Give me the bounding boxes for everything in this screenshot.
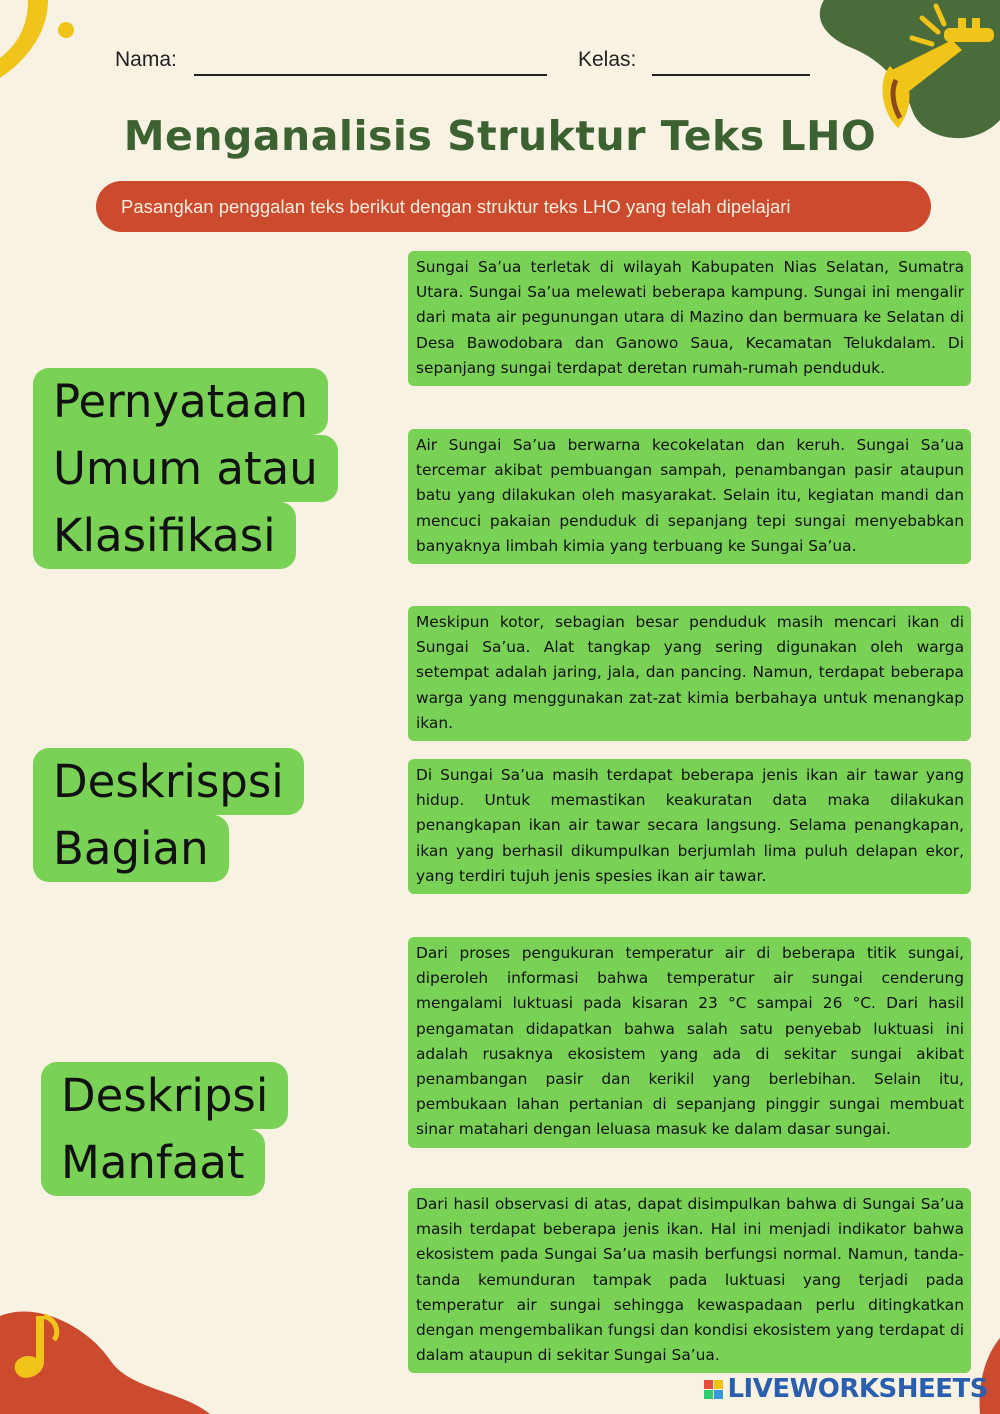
- instruction-banner: [96, 181, 931, 232]
- label-line: Deskrispsi: [33, 748, 304, 815]
- label-pernyataan-umum[interactable]: [33, 368, 338, 569]
- kelas-label: Kelas:: [578, 48, 637, 71]
- text-fragment-3[interactable]: Meskipun kotor, sebagian besar penduduk masih mencari ikan di Sungai Sa’ua. Alat tangkap yang sering digunakan oleh warga setempat adalah jaring, jala, dan pancing. Namun, terdapat beberapa warga yang menggunakan zat-zat kimia berbahaya untuk menangkap ikan.: [408, 606, 971, 741]
- nama-label: Nama:: [115, 48, 177, 71]
- text-fragment-2[interactable]: Air Sungai Sa’ua berwarna kecokelatan dan keruh. Sungai Sa’ua tercemar akibat pembuangan sampah, penambangan pasir ataupun batu yang dilakukan oleh masyarakat. Selain itu, kegiatan mandi dan mencuci pakaian penduduk di sepanjang tepi sungai menyebabkan banyaknya limbah kimia yang terbuang ke Sungai Sa’ua.: [408, 429, 971, 564]
- liveworksheets-logo-icon: [704, 1380, 723, 1399]
- liveworksheets-watermark: [704, 1374, 988, 1404]
- label-deskripsi-manfaat[interactable]: [41, 1062, 288, 1196]
- label-line: Bagian: [33, 815, 229, 882]
- text-fragment-4[interactable]: Di Sungai Sa’ua masih terdapat beberapa jenis ikan air tawar yang hidup. Untuk memastikan keakuratan data maka dilakukan penangkapan ikan air tawar secara langsung. Selama penangkapan, ikan yang berhasil dikumpulkan berjumlah lima puluh delapan ekor, yang terdiri tujuh jenis spesies ikan air tawar.: [408, 759, 971, 894]
- page-title: Menganalisis Struktur Teks LHO: [123, 112, 877, 160]
- watermark-text: LIVEWORKSHEETS: [727, 1374, 988, 1404]
- top-left-music-decoration: [0, 0, 90, 80]
- label-line: Deskripsi: [41, 1062, 288, 1129]
- label-line: Pernyataan: [33, 368, 328, 435]
- label-line: Manfaat: [41, 1129, 265, 1196]
- instruction-text: Pasangkan penggalan teks berikut dengan struktur teks LHO yang telah dipelajari: [121, 195, 791, 217]
- kelas-input-line[interactable]: [652, 74, 810, 76]
- text-fragment-1[interactable]: Sungai Sa’ua terletak di wilayah Kabupaten Nias Selatan, Sumatra Utara. Sungai Sa’ua melewati beberapa kampung. Sungai ini mengalir dari mata air pegunungan utara di Mazino dan bermuara ke Selatan di Desa Bawodobara dan Ganowo Saua, Kecamatan Telukdalam. Di sepanjang sungai terdapat deretan rumah-rumah penduduk.: [408, 251, 971, 386]
- text-fragment-5[interactable]: Dari proses pengukuran temperatur air di beberapa titik sungai, diperoleh informasi bahwa temperatur air sungai cenderung mengalami luktuasi pada kisaran 23 °C sampai 26 °C. Dari hasil pengamatan didapatkan bahwa salah satu penyebab luktuasi ini adalah rusaknya ekosistem yang ada di sekitar sungai akibat penambangan pasir dan kerikil yang berlebihan. Selain itu, pembukaan lahan pertanian di sepanjang pinggir sungai membuat sinar matahari dengan leluasa masuk ke dalam dasar sungai.: [408, 937, 971, 1148]
- label-deskripsi-bagian[interactable]: [33, 748, 304, 882]
- label-line: Klasifikasi: [33, 502, 296, 569]
- bottom-left-music-decoration: [0, 1300, 220, 1414]
- text-fragment-6[interactable]: Dari hasil observasi di atas, dapat disimpulkan bahwa di Sungai Sa’ua masih terdapat beberapa jenis ikan. Hal ini menjadi indikator bahwa ekosistem pada Sungai Sa’ua masih berfungsi normal. Namun, tanda-tanda kemunduran tampak pada luktuasi yang terjadi pada temperatur air sungai sehingga kewaspadaan perlu ditingkatkan dengan mengembalikan fungsi dan kondisi ekosistem yang terdapat di dalam ataupun di sekitar Sungai Sa’ua.: [408, 1188, 971, 1373]
- nama-input-line[interactable]: [194, 74, 547, 76]
- label-line: Umum atau: [33, 435, 338, 502]
